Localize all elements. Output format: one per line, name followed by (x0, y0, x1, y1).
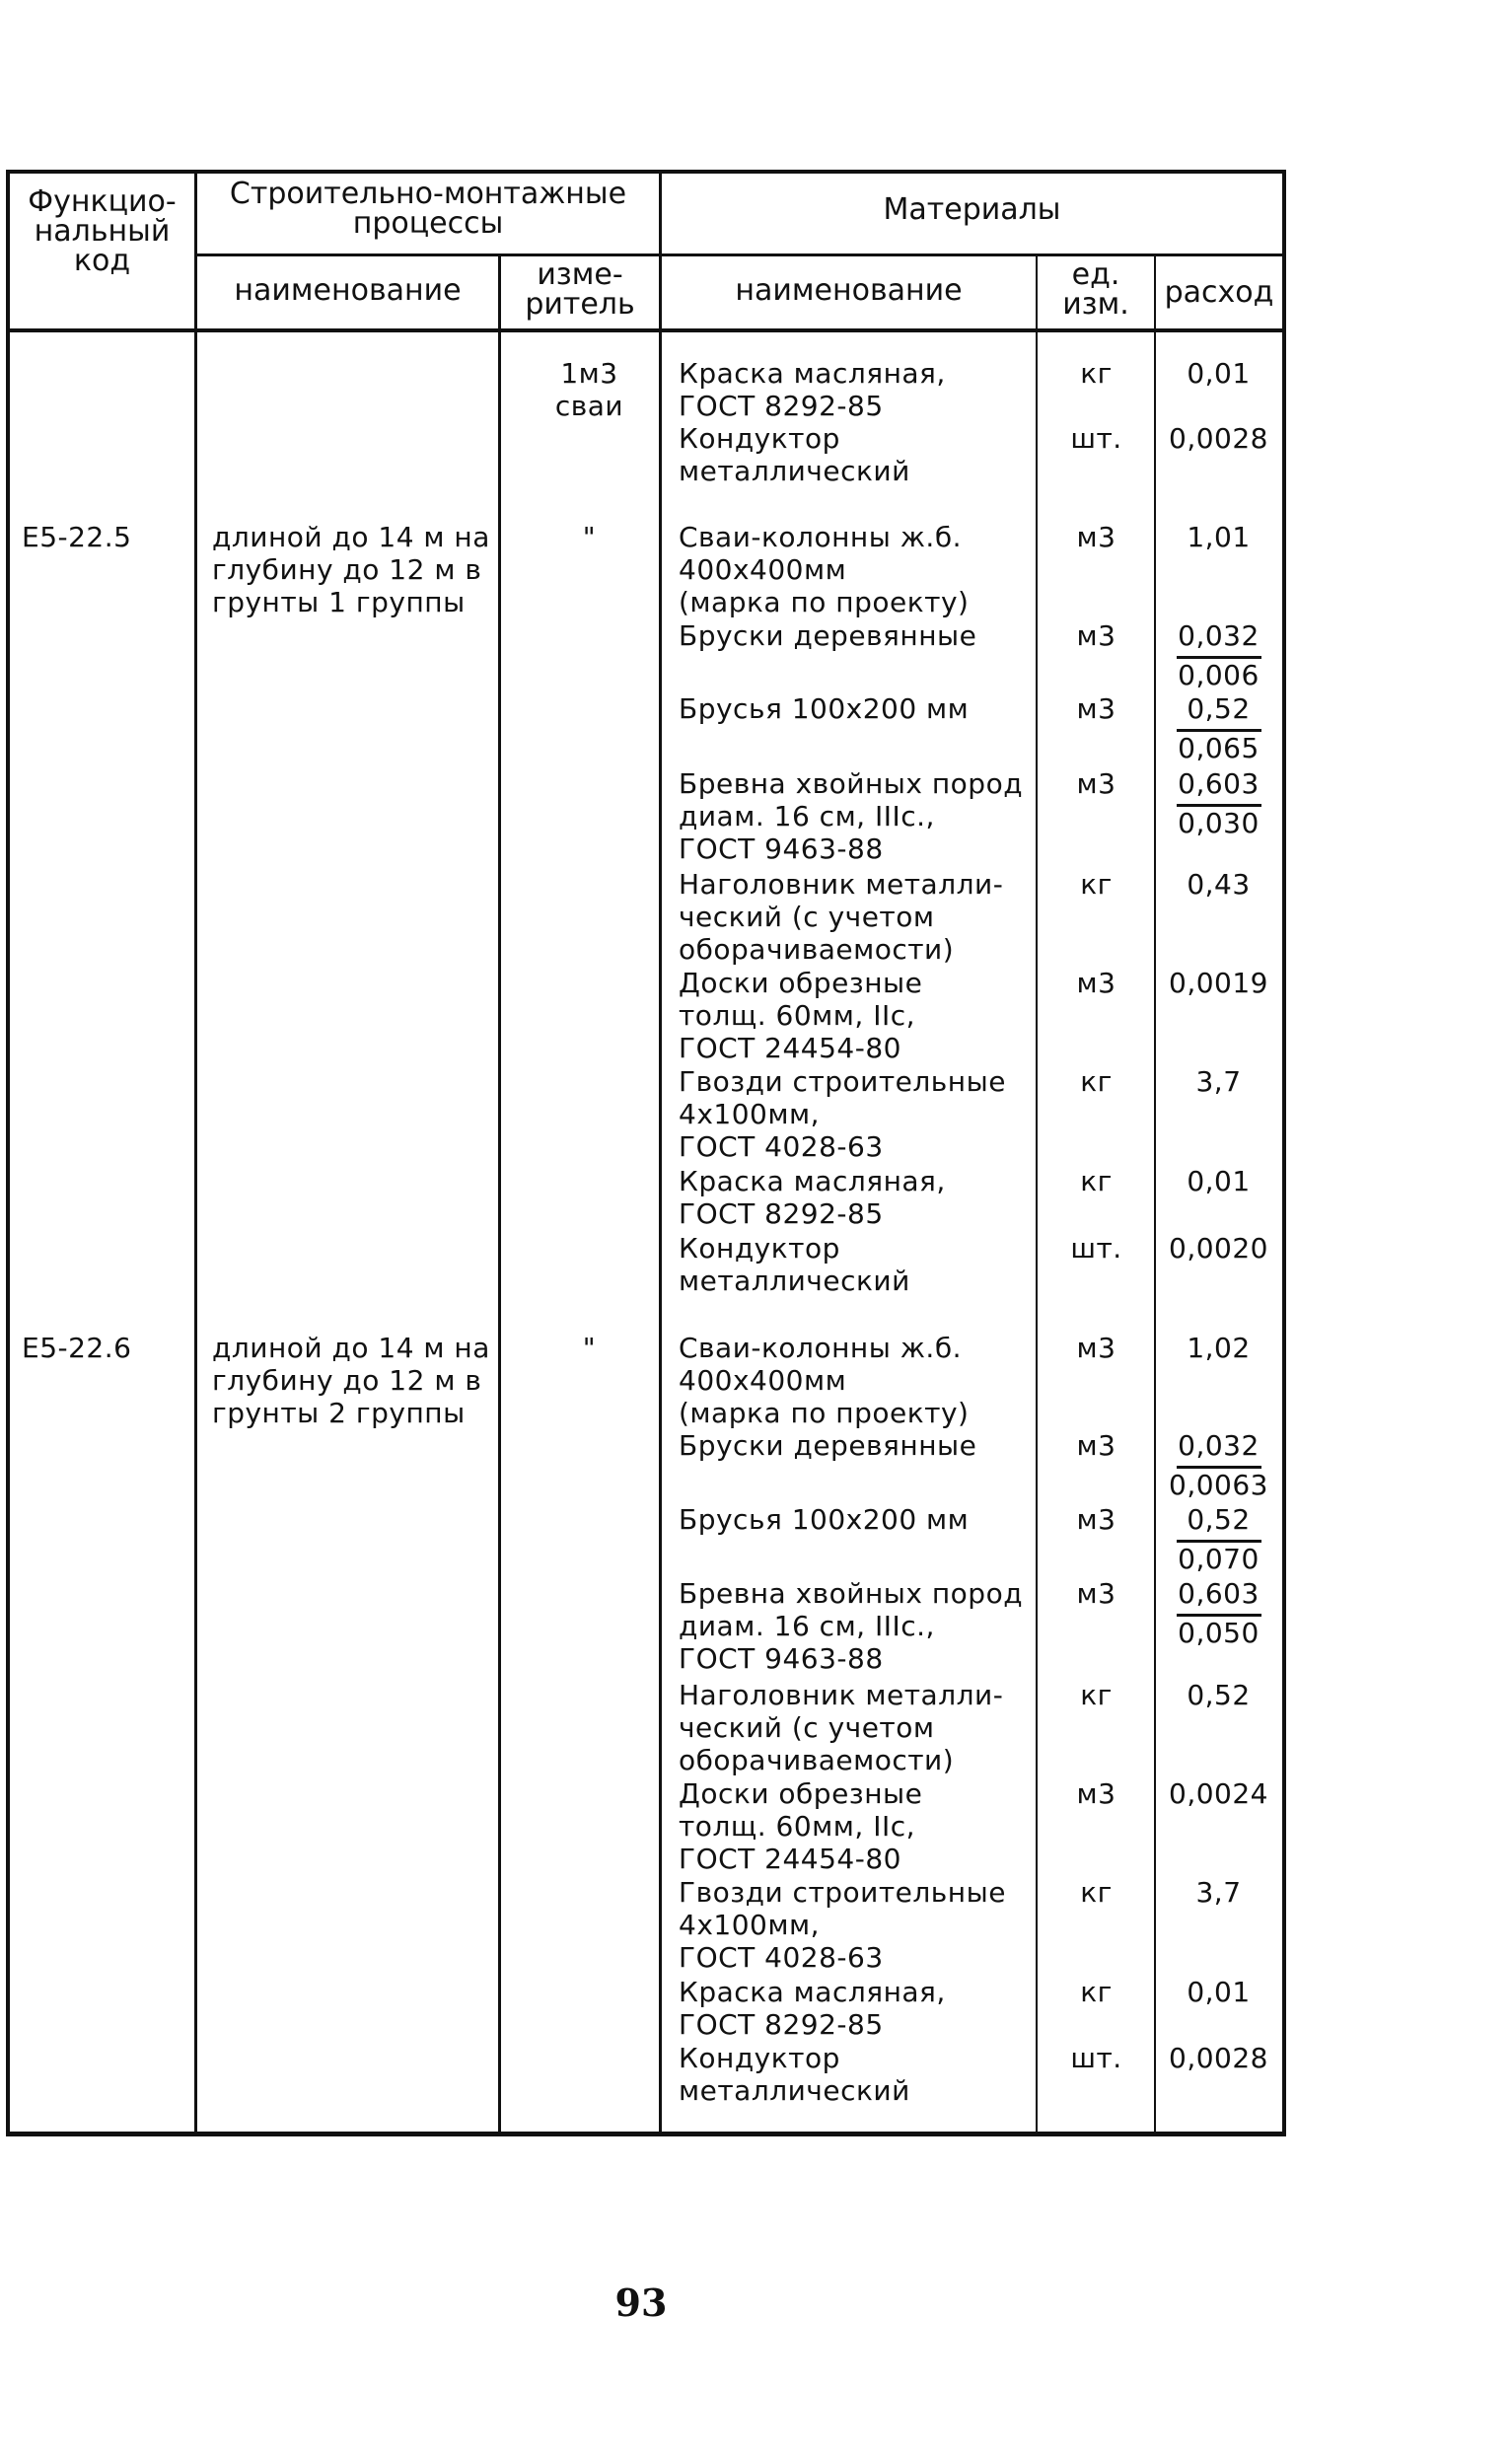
material-cell: Кондуктор металлический (679, 422, 910, 487)
rate-denominator: 0,065 (1178, 732, 1260, 764)
material-cell: Наголовник металли- ческий (с учетом оборачиваемости) (679, 1679, 1004, 1776)
rate-cell: 0,0019 (1169, 967, 1268, 999)
code-cell: Е5-22.6 (22, 1332, 132, 1364)
unit-cell: м3 (1076, 1577, 1116, 1610)
material-cell: Наголовник металли- ческий (с учетом оборачиваемости) (679, 868, 1004, 966)
unit-cell: шт. (1070, 422, 1122, 455)
column-line-6 (1282, 170, 1286, 2136)
unit-cell: кг (1080, 1976, 1113, 2008)
rate-cell: 0,01 (1187, 357, 1251, 390)
rate-cell: 0,52 (1187, 692, 1251, 725)
unit-cell: кг (1080, 1876, 1113, 1909)
material-cell: Сваи-колонны ж.б. 400х400мм (марка по проекту) (679, 1332, 970, 1429)
unit-cell: шт. (1070, 1232, 1122, 1265)
rate-cell: 0,52 (1187, 1503, 1251, 1536)
unit-cell: шт. (1070, 2042, 1122, 2074)
rate-cell: 1,01 (1187, 521, 1251, 553)
rate-cell: 0,43 (1187, 868, 1251, 901)
rate-cell: 0,0028 (1169, 2042, 1268, 2074)
header-process-name: наименование (234, 273, 462, 308)
unit-cell: кг (1080, 1679, 1113, 1711)
rate-cell: 0,032 (1178, 619, 1260, 652)
table-top-border (6, 170, 1285, 174)
rate-cell: 0,0020 (1169, 1232, 1268, 1265)
material-cell: Брусья 100х200 мм (679, 692, 970, 725)
header-materials: Материалы (883, 192, 1061, 227)
unit-cell: кг (1080, 1065, 1113, 1098)
header-unit: ед. изм. (1062, 257, 1129, 322)
meter-cell: 1м3 сваи (554, 357, 624, 422)
header-rate: расход (1164, 275, 1274, 310)
rate-cell: 0,0028 (1169, 422, 1268, 455)
rate-cell: 0,603 (1178, 767, 1260, 800)
column-line-5 (1154, 254, 1156, 2136)
material-cell: Кондуктор металлический (679, 2042, 910, 2107)
rate-denominator: 0,006 (1178, 659, 1260, 691)
meter-cell: " (582, 521, 597, 553)
column-line-2 (498, 254, 501, 2136)
rate-denominator: 0,030 (1178, 807, 1260, 839)
unit-cell: м3 (1076, 1429, 1116, 1462)
header-meter: изме- ритель (525, 257, 635, 322)
process-cell: длиной до 14 м на глубину до 12 м в грунты 2 группы (212, 1332, 490, 1429)
material-cell: Бруски деревянные (679, 1429, 977, 1462)
rate-cell: 3,7 (1195, 1876, 1242, 1909)
material-cell: Гвозди строительные 4х100мм, ГОСТ 4028-63 (679, 1876, 1006, 1974)
page-number: 93 (614, 2280, 668, 2325)
rate-cell: 0,603 (1178, 1577, 1260, 1610)
material-cell: Краска масляная, ГОСТ 8292-85 (679, 1976, 946, 2041)
header-processes: Строительно-монтажные процессы (229, 177, 627, 241)
unit-cell: м3 (1076, 767, 1116, 800)
rate-cell: 0,52 (1187, 1679, 1251, 1711)
unit-cell: м3 (1076, 1777, 1116, 1810)
material-cell: Брусья 100х200 мм (679, 1503, 970, 1536)
unit-cell: кг (1080, 868, 1113, 901)
material-cell: Бревна хвойных пород диам. 16 см, IIIс., ГОСТ 9463-88 (679, 767, 1024, 865)
meter-cell: " (582, 1332, 597, 1364)
code-cell: Е5-22.5 (22, 521, 132, 553)
rate-cell: 0,0024 (1169, 1777, 1268, 1810)
unit-cell: м3 (1076, 521, 1116, 553)
header-material-name: наименование (735, 273, 963, 308)
unit-cell: м3 (1076, 619, 1116, 652)
material-cell: Краска масляная, ГОСТ 8292-85 (679, 1165, 946, 1230)
material-cell: Доски обрезные толщ. 60мм, IIс, ГОСТ 24454-80 (679, 967, 923, 1064)
unit-cell: кг (1080, 1165, 1113, 1197)
unit-cell: м3 (1076, 1503, 1116, 1536)
header-code: Функцио- нальный код (28, 184, 177, 278)
column-line-3 (659, 170, 662, 2136)
rate-denominator: 0,070 (1178, 1543, 1260, 1575)
column-line-1 (194, 170, 197, 2136)
unit-cell: кг (1080, 357, 1113, 390)
rate-cell: 0,032 (1178, 1429, 1260, 1462)
material-cell: Кондуктор металлический (679, 1232, 910, 1297)
material-cell: Сваи-колонны ж.б. 400х400мм (марка по проекту) (679, 521, 970, 618)
rate-cell: 3,7 (1195, 1065, 1242, 1098)
material-cell: Краска масляная, ГОСТ 8292-85 (679, 357, 946, 422)
rate-denominator: 0,050 (1178, 1617, 1260, 1649)
unit-cell: м3 (1076, 692, 1116, 725)
unit-cell: м3 (1076, 967, 1116, 999)
material-cell: Бревна хвойных пород диам. 16 см, IIIс., ГОСТ 9463-88 (679, 1577, 1024, 1675)
header-divider (194, 253, 1285, 256)
process-cell: длиной до 14 м на глубину до 12 м в грунты 1 группы (212, 521, 490, 618)
header-bottom-border (6, 328, 1285, 332)
rate-denominator: 0,0063 (1169, 1469, 1268, 1501)
column-line-0 (6, 170, 10, 2136)
rate-cell: 1,02 (1187, 1332, 1251, 1364)
unit-cell: м3 (1076, 1332, 1116, 1364)
material-cell: Бруски деревянные (679, 619, 977, 652)
material-cell: Доски обрезные толщ. 60мм, IIс, ГОСТ 24454-80 (679, 1777, 923, 1875)
rate-cell: 0,01 (1187, 1976, 1251, 2008)
table-bottom-border (6, 2132, 1285, 2136)
material-cell: Гвозди строительные 4х100мм, ГОСТ 4028-63 (679, 1065, 1006, 1163)
rate-cell: 0,01 (1187, 1165, 1251, 1197)
